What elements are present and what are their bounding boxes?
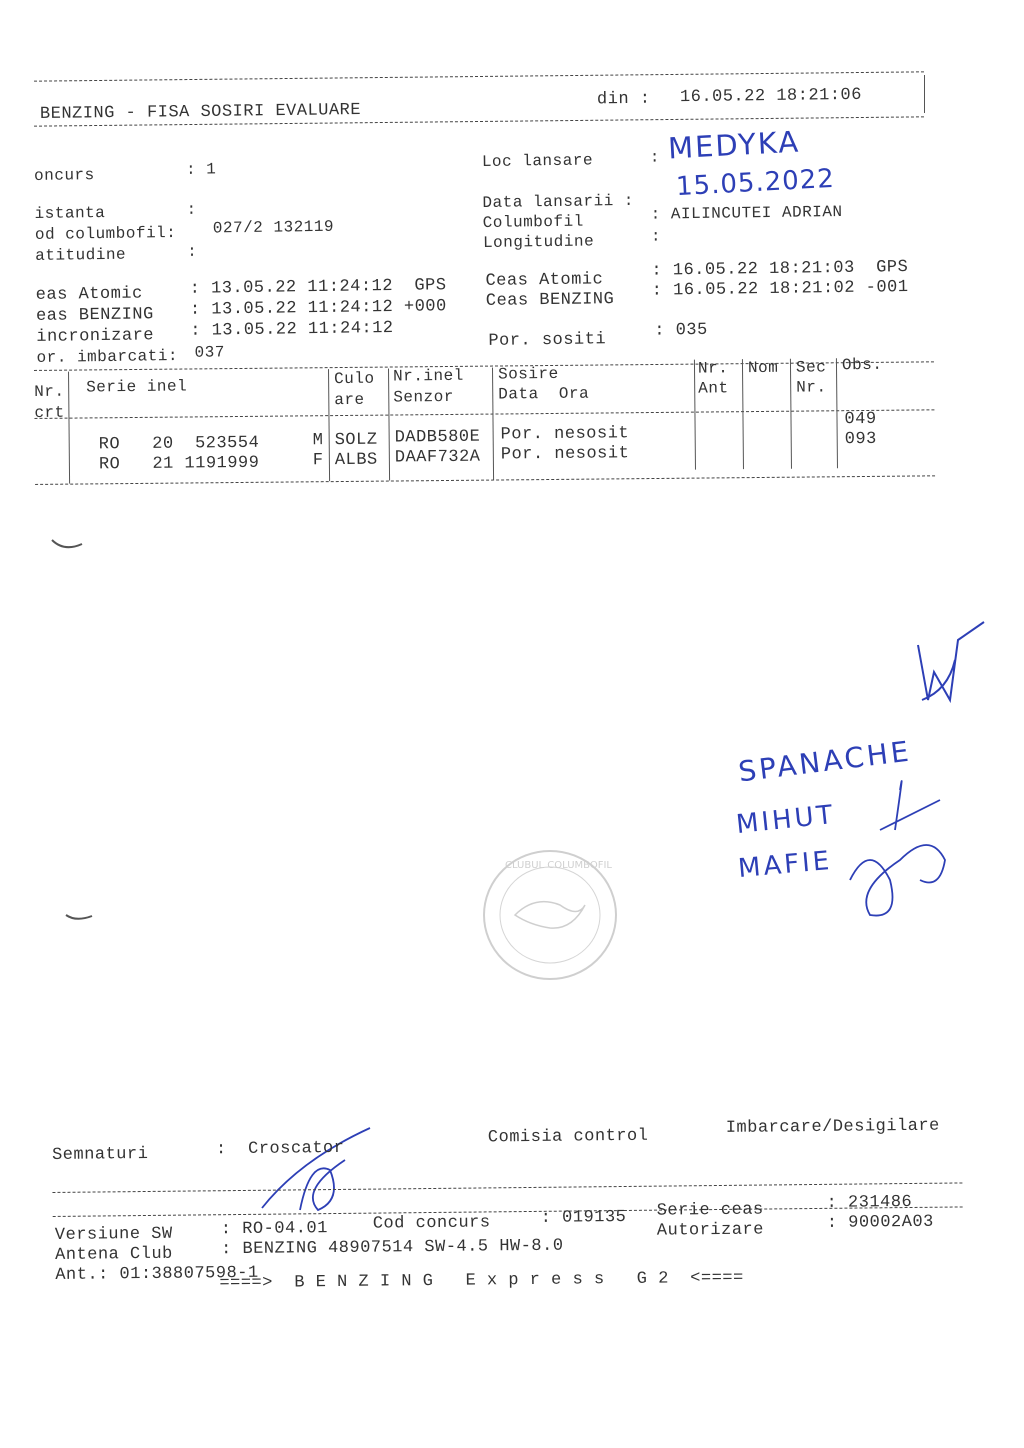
row-2-sex: F — [312, 451, 324, 471]
document-title: BENZING - FISA SOSIRI EVALUARE — [39, 101, 362, 124]
ceas-atomic-value: : 13.05.22 11:24:12 GPS — [189, 276, 447, 299]
longitudine-colon: : — [650, 227, 662, 246]
row-1-senzor: DADB580E — [394, 427, 481, 448]
autorizare-label: Autorizare — [656, 1220, 765, 1241]
col-inel-header: Nr.inel — [392, 366, 464, 386]
row-1-serie: RO 20 523554 — [98, 433, 260, 455]
print-date-value: 16.05.22 18:21:06 — [679, 85, 863, 108]
handwritten-name-2: MIHUT — [734, 799, 837, 841]
imbarcati-value: 037 — [194, 343, 226, 362]
cod-columbofil-label: od columbofil: — [34, 223, 177, 244]
cod-concurs-label: Cod concurs — [372, 1213, 491, 1234]
concurs-value: : 1 — [185, 160, 217, 179]
handwritten-data-lansarii: 15.05.2022 — [675, 163, 836, 203]
row-2-culoare: ALBS — [334, 450, 378, 471]
antena-club-value: : BENZING 48907514 SW-4.5 HW-8.0 — [220, 1236, 564, 1260]
latitudine-label: atitudine — [35, 245, 127, 265]
col-ant-header: Ant — [698, 379, 729, 398]
loc-lansare-colon: : — [649, 148, 661, 167]
serie-ceas-label: Serie ceas — [656, 1200, 764, 1221]
col-nom-header: Nom — [747, 358, 779, 378]
versiune-sw-label: Versiune SW — [54, 1224, 173, 1245]
row-2-serie: RO 21 1191999 — [98, 453, 260, 475]
row-1-sex: M — [312, 431, 324, 451]
row-1-sosire: Por. nesosit — [500, 424, 630, 445]
handwritten-name-3: MAFIE — [736, 845, 834, 885]
antena-id: Ant.: 01:38807598-1 — [55, 1263, 259, 1285]
stamp-text: CLUBUL COLUMBOFIL — [505, 860, 613, 871]
benzing-express-banner: ====> B E N Z I N G E x p r e s s G 2 <==== — [219, 1268, 744, 1294]
col-culoare-header: Culo — [334, 369, 375, 389]
handwritten-name-1: SPANACHE — [736, 734, 914, 789]
ceas-benzing-sosire-label: Ceas BENZING — [485, 290, 615, 311]
distanta-label: istanta — [34, 203, 106, 223]
serie-ceas-value: : 231486 — [826, 1192, 913, 1213]
ceas-benzing-sosire-value: : 16.05.22 18:21:02 -001 — [651, 278, 909, 301]
ceas-benzing-value: : 13.05.22 11:24:12 +000 — [189, 297, 447, 320]
distanta-value: : — [186, 200, 197, 219]
versiune-sw-value: : RO-04.01 — [220, 1219, 328, 1240]
semnaturi-label: Semnaturi — [51, 1144, 149, 1165]
col-culoare-header-2: are — [334, 390, 365, 410]
autorizare-value: : 90002A03 — [826, 1212, 934, 1233]
row-2-sosire: Por. nesosit — [500, 444, 630, 465]
ceas-benzing-label: eas BENZING — [35, 305, 154, 326]
col-sec-header: Sec — [795, 358, 827, 377]
latitudine-value: : — [187, 242, 198, 261]
longitudine-label: Longitudine — [482, 232, 595, 252]
col-secnr-header: Nr. — [796, 378, 827, 397]
sositi-value: : 035 — [654, 320, 708, 341]
col-nrant-header: Nr. — [697, 359, 729, 378]
sositi-label: Por. sositi — [488, 330, 607, 351]
handwritten-loc-lansare: MEDYKA — [667, 124, 801, 166]
col-crt-header: crt — [34, 403, 65, 422]
col-data-ora-header: Data Ora — [498, 384, 590, 404]
ceas-atomic-sosire-value: : 16.05.22 18:21:03 GPS — [651, 258, 909, 281]
loc-lansare-label: Loc lansare — [481, 151, 594, 171]
cod-concurs-value: : 019135 — [540, 1207, 627, 1228]
row-1-culoare: SOLZ — [334, 430, 378, 451]
col-nr-header: Nr. — [34, 382, 65, 401]
sincronizare-label: incronizare — [36, 326, 155, 347]
imbarcare-desigilare: Imbarcare/Desigilare — [725, 1116, 940, 1138]
concurs-label: oncurs — [33, 166, 95, 185]
row-1-obs: 049 — [844, 409, 877, 430]
col-sosire-header: Sosire — [497, 364, 559, 384]
imbarcati-label: or. imbarcati: — [36, 346, 179, 367]
sincronizare-value: : 13.05.22 11:24:12 — [190, 318, 394, 341]
columbofil-label: Columbofil — [482, 212, 584, 232]
col-obs-header: Obs. — [841, 355, 883, 375]
semnaturi-value: : Croscator — [215, 1138, 345, 1160]
row-2-senzor: DAAF732A — [394, 447, 481, 468]
data-lansarii-label: Data lansarii : — [482, 191, 635, 212]
columbofil-value: : AILINCUTEI ADRIAN — [650, 202, 843, 224]
col-senzor-header: Senzor — [393, 387, 454, 407]
comisia-control: Comisia control — [487, 1126, 649, 1148]
cod-columbofil-value: 027/2 132119 — [212, 217, 335, 238]
print-date-label: din : — [596, 89, 651, 110]
antena-club-label: Antena Club — [55, 1244, 173, 1265]
ceas-atomic-sosire-label: Ceas Atomic — [485, 270, 604, 291]
col-serie-header: Serie inel — [86, 377, 188, 397]
row-2-obs: 093 — [844, 429, 877, 450]
ceas-atomic-label: eas Atomic — [35, 284, 143, 305]
